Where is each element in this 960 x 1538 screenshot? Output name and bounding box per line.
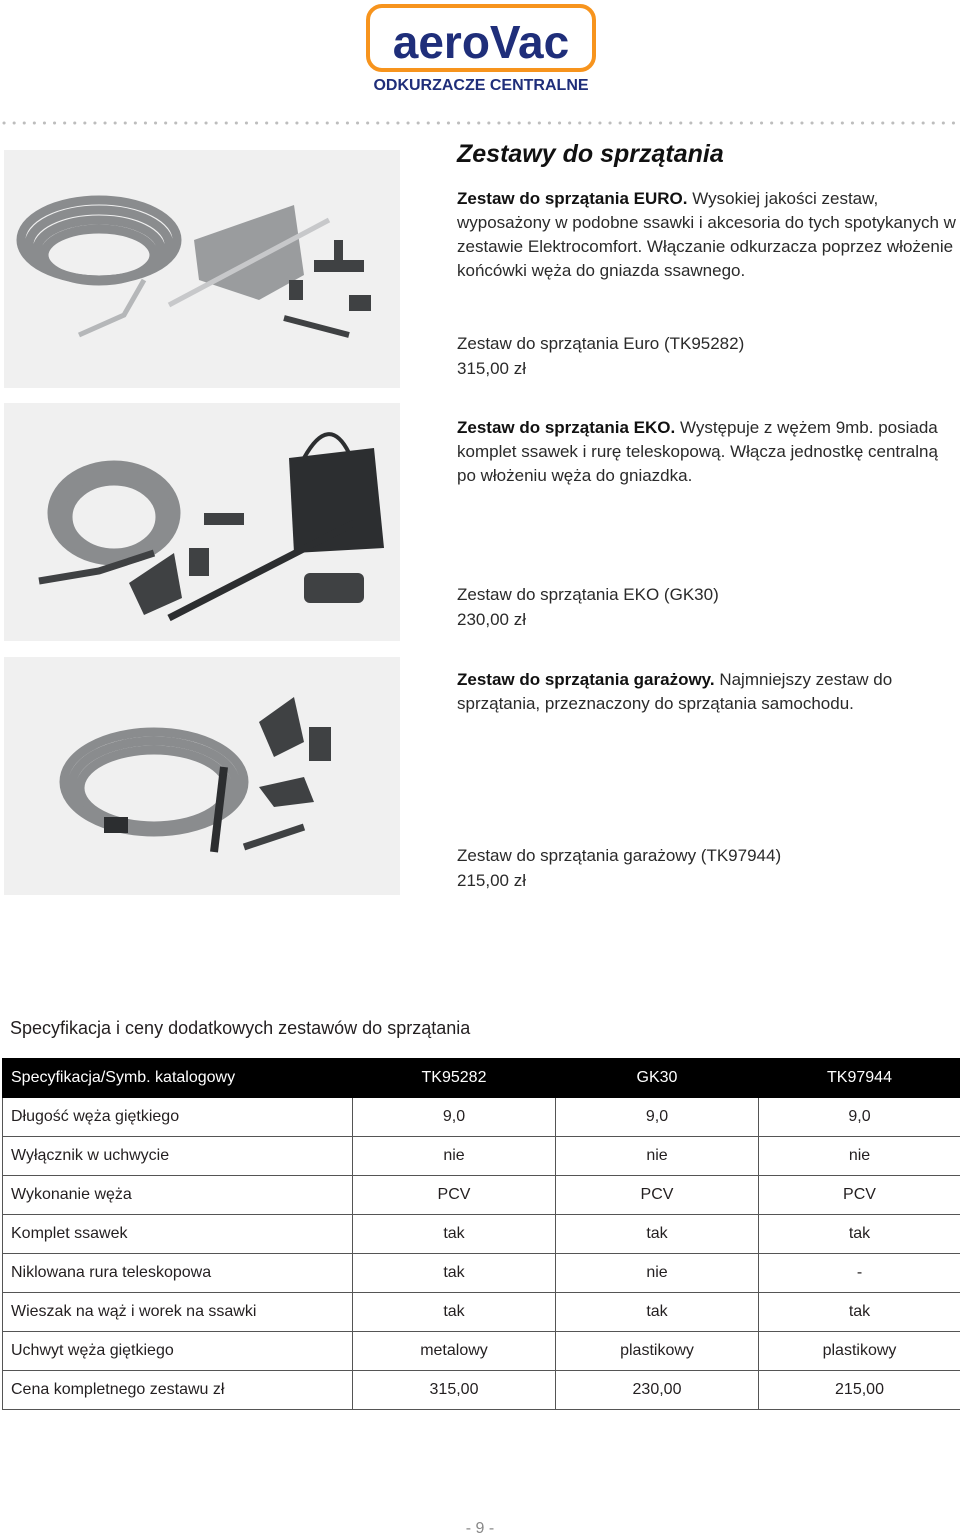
spec-header-tk95282: TK95282 xyxy=(353,1059,556,1098)
product-desc-text-garage: Najmniejszy zestaw do sprzątania, przeznaczony do sprzątania samochodu. xyxy=(457,670,893,713)
spec-cell: plastikowy xyxy=(759,1332,960,1371)
spec-cell: tak xyxy=(353,1254,556,1293)
spec-row-label: Cena kompletnego zestawu zł xyxy=(3,1371,353,1410)
spec-header-label: Specyfikacja/Symb. katalogowy xyxy=(3,1059,353,1098)
product-model-garage: Zestaw do sprzątania garażowy (TK97944) xyxy=(457,846,782,865)
svg-text:aeroVac: aeroVac xyxy=(392,16,570,68)
spec-cell: PCV xyxy=(556,1176,759,1215)
spec-cell: tak xyxy=(556,1215,759,1254)
spec-title: Specyfikacja i ceny dodatkowych zestawów do sprzątania xyxy=(10,1018,471,1038)
product-desc-text-euro: Wysokiej jakości zestaw, wyposażony w podobne ssawki i akcesoria do tych spotykanych w zestawie Elektrocomfort. Włączanie odkurzacza poprzez włożenie końcówki węża do gniazda ssawnego. xyxy=(457,189,956,280)
product-description-euro xyxy=(457,187,957,283)
product-price-block-eko xyxy=(457,582,719,632)
spec-header-row xyxy=(3,1059,960,1098)
table-row xyxy=(3,1254,960,1293)
svg-text:ODKURZACZE CENTRALNE: ODKURZACZE CENTRALNE xyxy=(373,77,589,94)
spec-cell: nie xyxy=(556,1254,759,1293)
table-row xyxy=(3,1293,960,1332)
spec-cell: PCV xyxy=(759,1176,960,1215)
spec-cell: tak xyxy=(353,1215,556,1254)
product-desc-text-eko: Występuje z wężem 9mb. posiada komplet ssawek i rurę teleskopową. Włącza jednostkę centralną po włożeniu węża do gniazdka. xyxy=(457,418,938,485)
page-number: - 9 - xyxy=(465,1520,495,1537)
spec-cell: 9,0 xyxy=(556,1098,759,1137)
product-price-euro: 315,00 zł xyxy=(457,359,526,378)
product-image-garage xyxy=(4,657,400,895)
spec-cell: metalowy xyxy=(353,1332,556,1371)
spec-table xyxy=(2,1058,960,1410)
spec-row-label: Uchwyt węża giętkiego xyxy=(3,1332,353,1371)
spec-cell: tak xyxy=(353,1293,556,1332)
product-image-eko xyxy=(4,403,400,641)
table-row xyxy=(3,1098,960,1137)
spec-row-label: Długość węża giętkiego xyxy=(3,1098,353,1137)
spec-row-label: Wykonanie węża xyxy=(3,1176,353,1215)
product-description-eko xyxy=(457,416,957,488)
aerovac-logo xyxy=(366,4,598,96)
spec-cell: 215,00 xyxy=(759,1371,960,1410)
table-row xyxy=(3,1137,960,1176)
spec-cell: tak xyxy=(759,1215,960,1254)
spec-cell: nie xyxy=(353,1137,556,1176)
product-name-garage: Zestaw do sprzątania garażowy. xyxy=(457,670,715,689)
spec-row-label: Niklowana rura teleskopowa xyxy=(3,1254,353,1293)
spec-cell: nie xyxy=(556,1137,759,1176)
spec-cell: nie xyxy=(759,1137,960,1176)
spec-row-label: Komplet ssawek xyxy=(3,1215,353,1254)
product-description-garage xyxy=(457,668,957,716)
spec-cell: tak xyxy=(759,1293,960,1332)
page-title: Zestawy do sprzątania xyxy=(457,140,724,168)
spec-header-tk97944: TK97944 xyxy=(759,1059,960,1098)
spec-row-label: Wyłącznik w uchwycie xyxy=(3,1137,353,1176)
product-price-eko: 230,00 zł xyxy=(457,610,526,629)
spec-row-label: Wieszak na wąż i worek na ssawki xyxy=(3,1293,353,1332)
spec-cell: PCV xyxy=(353,1176,556,1215)
product-image-euro xyxy=(4,150,400,388)
dotted-separator xyxy=(0,118,960,128)
spec-cell: 315,00 xyxy=(353,1371,556,1410)
spec-cell: 9,0 xyxy=(759,1098,960,1137)
product-price-block-garage xyxy=(457,843,781,893)
spec-header-gk30: GK30 xyxy=(556,1059,759,1098)
table-row xyxy=(3,1215,960,1254)
spec-cell: tak xyxy=(556,1293,759,1332)
product-price-block-euro xyxy=(457,331,744,381)
product-model-eko: Zestaw do sprzątania EKO (GK30) xyxy=(457,585,719,604)
product-name-euro: Zestaw do sprzątania EURO. xyxy=(457,189,688,208)
spec-cell: 230,00 xyxy=(556,1371,759,1410)
spec-cell: 9,0 xyxy=(353,1098,556,1137)
product-model-euro: Zestaw do sprzątania Euro (TK95282) xyxy=(457,334,745,353)
spec-cell: - xyxy=(759,1254,960,1293)
table-row xyxy=(3,1176,960,1215)
product-name-eko: Zestaw do sprzątania EKO. xyxy=(457,418,676,437)
table-row xyxy=(3,1332,960,1371)
table-row xyxy=(3,1371,960,1410)
product-price-garage: 215,00 zł xyxy=(457,871,526,890)
spec-cell: plastikowy xyxy=(556,1332,759,1371)
